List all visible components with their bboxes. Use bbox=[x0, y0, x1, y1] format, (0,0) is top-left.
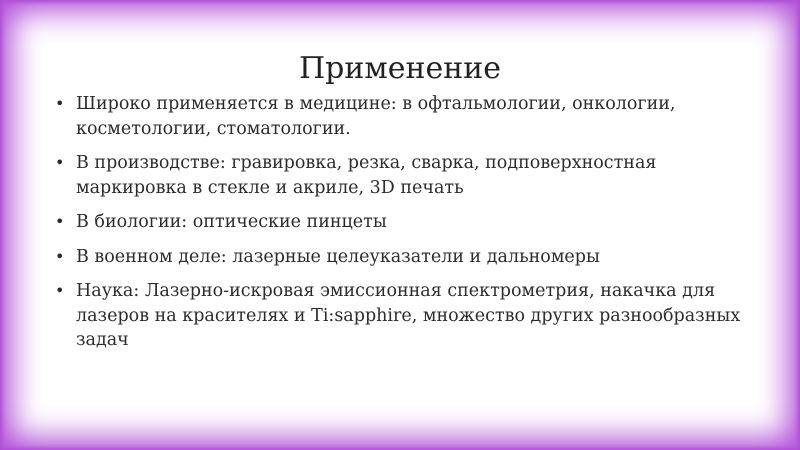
bullet-item-biology bbox=[55, 210, 755, 235]
bullet-item-medicine bbox=[55, 92, 755, 141]
bullet-text: Наука: Лазерно-искровая эмиссионная спектрометрия, накачка для лазеров на красителях и Ti:sapphire, множество других разнообразных задач bbox=[76, 281, 741, 350]
bullet-text: В военном деле: лазерные целеуказатели и дальномеры bbox=[76, 246, 600, 267]
bullet-list bbox=[55, 92, 755, 363]
bullet-icon: • bbox=[55, 153, 65, 172]
bullet-icon: • bbox=[55, 246, 65, 266]
bullet-item-military bbox=[55, 245, 755, 270]
bullet-text: В производстве: гравировка, резка, сварка, подповерхностная маркировка в стекле и акриле, 3D печать bbox=[76, 153, 657, 198]
bullet-text: В биологии: оптические пинцеты bbox=[76, 212, 387, 232]
bullet-icon: • bbox=[55, 212, 65, 231]
bullet-icon: • bbox=[55, 94, 65, 113]
slide-title: Применение bbox=[299, 51, 501, 86]
bullet-text: Широко применяется в медицине: в офтальмологии, онкологии, косметологии, стоматологии. bbox=[76, 94, 676, 139]
bullet-item-production bbox=[55, 151, 755, 200]
bullet-icon: • bbox=[55, 281, 65, 300]
bullet-item-science bbox=[55, 279, 755, 353]
